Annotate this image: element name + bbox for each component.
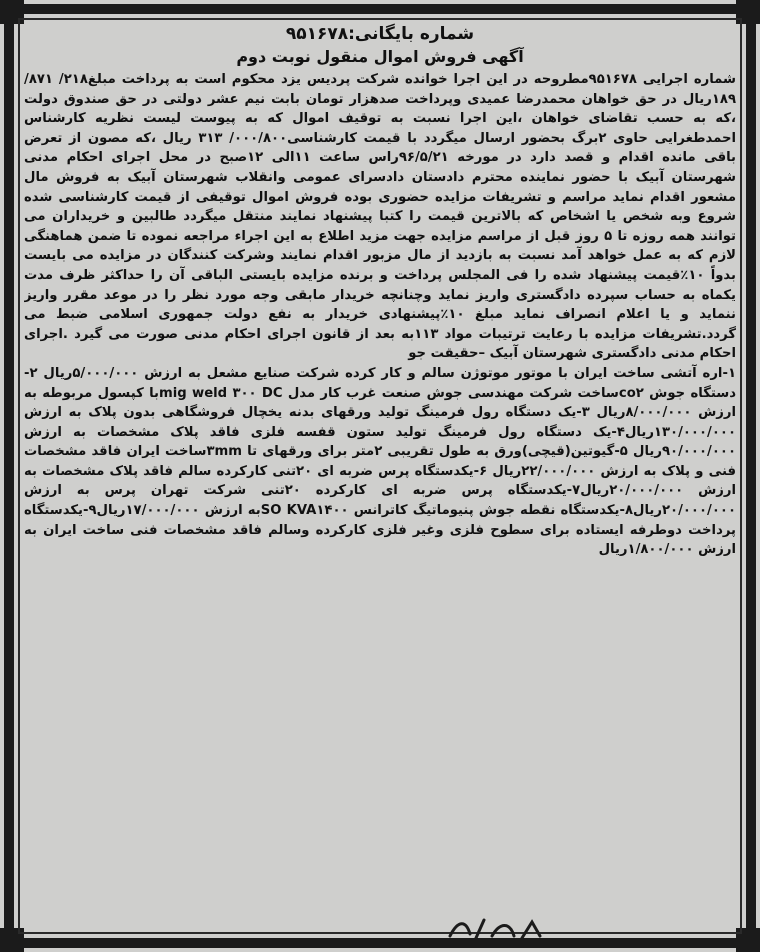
items-list: ۱-اره آتشی ساخت ایران با موتور موتوژن سالم و کار کرده شرکت صنایع مشعل به ارزش ۵/۰۰۰/۰۰۰ریال ۲-دستگاه جوش co۲ساخت شرکت مهندسی جوش صنعت غرب کار مدل mig weld ۳۰۰ DCبا کپسول مربوطه به ارزش ۸/۰۰۰/۰۰۰ریال ۳-یک دستگاه رول فرمینگ تولید ورقهای بدنه یخچال فروشگاهی بدون پلاک به ارزش ۱۳۰/۰۰۰/۰۰۰ریال۴-یک دستگاه رول فرمینگ تولید ستون قفسه فلزی فاقد پلاک مشخصات به ارزش ۹۰/۰۰۰/۰۰۰ریال ۵-گیوتین(قیچی)ورق به طول تقریبی ۲متر برای ورقهای تا ۳mmساخت ایران فاقد مشخصات فنی و پلاک به ارزش ۲۲/۰۰۰/۰۰۰ریال ۶-یکدستگاه پرس ضربه ای ۲۰تنی کارکرده سالم فاقد پلاک مشخصات به ارزش ۲۰/۰۰۰/۰۰۰ریال۷-یکدستگاه پرس ضربه ای کارکرده ۲۰تنی شرکت تهران پرس به ارزش ۲۰/۰۰۰/۰۰۰ریال۸-یکدستگاه نقطه جوش پنیوماتیگ کاترانس SO KVA۱۴۰۰به ارزش ۱۷/۰۰۰/۰۰۰ریال۹-یکدستگاه پرداخت دوطرفه ایستاده برای سطوح فلزی وغیر فلزی کارکرده وسالم فاقد مشخصات فنی ساخت ایران به ارزش ۱/۸۰۰/۰۰۰ریال	[24, 365, 736, 558]
notice-content	[24, 22, 736, 912]
notice-headline: آگهی فروش اموال منقول نوبت دوم	[236, 47, 524, 66]
handwritten-mark	[440, 914, 550, 944]
notice-body: شماره اجرایی ۹۵۱۶۷۸مطروحه در این اجرا خوانده شرکت پردیس یزد محکوم است به پرداخت مبلغ۲۱۸/ ۸۷۱/ ۱۸۹ریال در حق خواهان محمدرضا عمیدی وپرداخت صدهزار تومان بابت نیم عشر دولتی در حق صندوق دولت ،که به حسب تقاضای خواهان ،این اجرا نسبت به توقیف اموال که به پیوست لیست نظریه کارشناس احمدطغرایی حاوی ۲برگ بحضور ارسال میگردد با قیمت کارشناسی۰۰۰/۸۰۰/ ۳۱۳ ریال ،که مصون از تعرض باقی مانده اقدام و قصد دارد در مورخه ۹۶/۵/۲۱راس ساعت ۱۱الی ۱۲صبح در محل اجرای احکام مدنی شهرستان آبیک با حضور نماینده محترم دادستان دادسرای عمومی وانقلاب شهرستان آبیک به فروش مال مشعور اقدام نماید مراسم و تشریفات مزایده حضوری بوده فروش اموال توقیفی از قیمت کارشناسی شده شروع وبه شخص یا اشخاص که بالاترین قیمت را کتبا پیشنهاد نمایند منتقل میگردد طالبین و خریداران می توانند همه روزه تا ۵ روز قبل از مراسم مزایده جهت مزید اطلاع به این اجراء مراجعه نموده تا ضمن هماهنگی لازم که به عمل خواهد آمد نسبت به بازدید از مال مزبور اقدام نمایند وشرکت کنندگان در مزایده می بایست بدواً ۱۰٪قیمت پیشنهاد شده را فی المجلس پرداخت و برنده مزایده بایستی الباقی آن را حداکثر ظرف مدت یکماه به حساب سپرده دادگستری واریز نماید وچنانچه خریدار مابقی وجه مورد نظر را در موعد مقرر واریز ننماید و یا اعلام انصراف نماید مبلغ ۱۰٪پیشنهادی خریدار به نفع دولت جمهوری اسلامی ضبط می گردد.تشریفات مزایده با رعایت ترتیبات مواد ۱۱۳به بعد از قانون اجرای احکام مدنی صورت می گیرد .اجرای احکام مدنی دادگستری شهرستان آبیک –حقیقت جو	[24, 72, 736, 362]
archive-number: شماره بایگانی:۹۵۱۶۷۸	[285, 24, 475, 44]
